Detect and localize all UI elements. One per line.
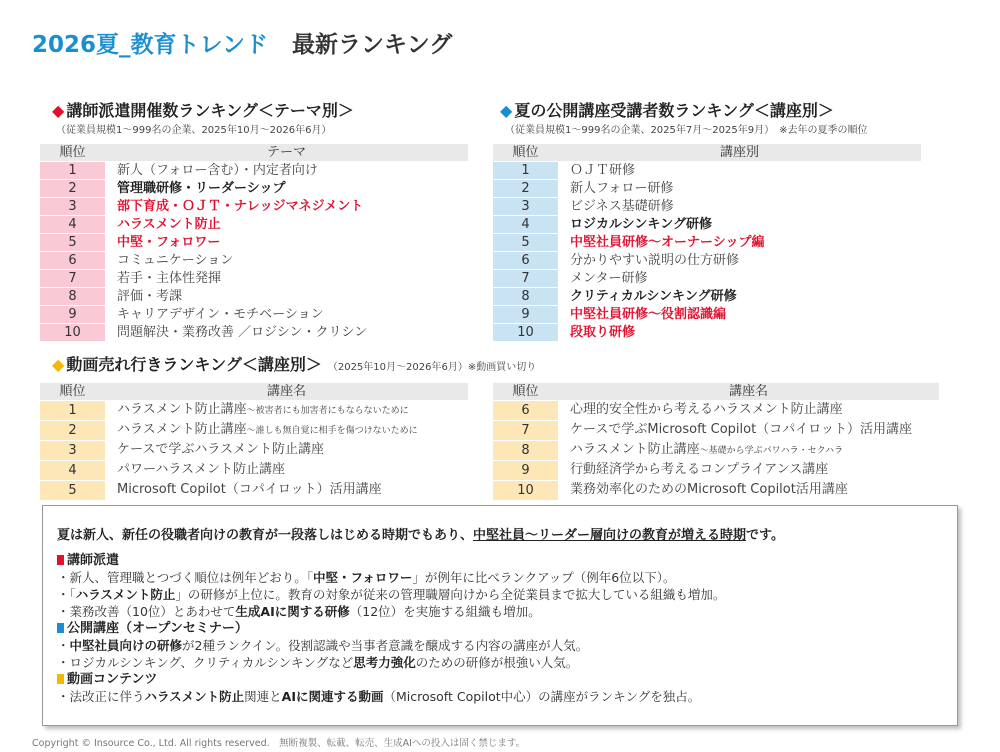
table-row: 2 管理職研修・リーダーシップ xyxy=(40,180,468,198)
table-row: 6 心理的安全性から考えるハラスメント防止講座 xyxy=(493,401,939,421)
section2-table xyxy=(493,144,921,342)
section1-title: ◆ 講師派遣開催数ランキング＜テーマ別＞ xyxy=(52,101,354,120)
yellow-diamond-icon: ◆ xyxy=(52,355,65,374)
table-row: 7 ケースで学ぶMicrosoft Copilot（コパイロット）活用講座 xyxy=(493,421,939,441)
summary-heading-open-seminar: 公開講座（オープンセミナー） xyxy=(57,620,943,637)
table-row: 5 Microsoft Copilot（コパイロット）活用講座 xyxy=(40,481,468,501)
summary-line: ・法改正に伴うハラスメント防止関連とAIに関連する動画（Microsoft Copilot中心）の講座がランキングを独占。 xyxy=(57,689,701,704)
table-row: 2 新人フォロー研修 xyxy=(493,180,921,198)
table-row: 1 ＯＪＴ研修 xyxy=(493,162,921,180)
yellow-square-icon xyxy=(57,674,64,684)
column-header-rank: 順位 xyxy=(40,144,105,162)
section1-subtitle: （従業員規模1～999名の企業、2025年10月～2026年6月） xyxy=(56,125,332,136)
summary-heading-video: 動画コンテンツ xyxy=(57,671,943,688)
table-row: 10 段取り研修 xyxy=(493,324,921,342)
table-row: 9 キャリアデザイン・モチベーション xyxy=(40,306,468,324)
red-diamond-icon: ◆ xyxy=(52,101,65,120)
table-row: 5 中堅・フォロワー xyxy=(40,234,468,252)
column-header-theme: テーマ xyxy=(105,144,468,162)
table-row: 9 中堅社員研修～役割認識編 xyxy=(493,306,921,324)
column-header-course-name: 講座名 xyxy=(105,383,468,401)
column-header-rank: 順位 xyxy=(40,383,105,401)
table-row: 6 コミュニケーション xyxy=(40,252,468,270)
section2-title: ◆ 夏の公開講座受講者数ランキング＜講座別＞ xyxy=(500,101,834,120)
table-row: 9 行動経済学から考えるコンプライアンス講座 xyxy=(493,461,939,481)
section1-table xyxy=(40,144,468,342)
summary-line: ・ロジカルシンキング、クリティカルシンキングなど思考力強化のための研修が根強い人気。 xyxy=(57,655,579,670)
section3-table-right xyxy=(493,383,939,501)
table-row: 8 クリティカルシンキング研修 xyxy=(493,288,921,306)
table-row: 2 ハラスメント防止講座～誰しも無自覚に相手を傷つけないために xyxy=(40,421,468,441)
table-row: 1 新人（フォロー含む）・内定者向け xyxy=(40,162,468,180)
summary-lead: 夏は新人、新任の役職者向けの教育が一段落しはじめる時期でもあり、中堅社員～リーダー層向けの教育が増える時期です。 xyxy=(57,528,784,543)
page-title-main: 2026夏_教育トレンド xyxy=(32,32,268,58)
blue-square-icon xyxy=(57,623,64,633)
summary-line: ・中堅社員向けの研修が2種ランクイン。役割認識や当事者意識を醸成する内容の講座が人気。 xyxy=(57,638,589,653)
summary-line: ・業務改善（10位）とあわせて生成AIに関する研修（12位）を実施する組織も増加。 xyxy=(57,604,541,619)
summary-line: ・新人、管理職とつづく順位は例年どおり。「中堅・フォロワー」が例年に比べランクアップ（例年6位以下）。 xyxy=(57,570,676,585)
page-title-sub: 最新ランキング xyxy=(291,32,453,58)
table-row: 6 分かりやすい説明の仕方研修 xyxy=(493,252,921,270)
summary-box xyxy=(42,505,958,726)
column-header-rank: 順位 xyxy=(493,383,558,401)
summary-line: ・「ハラスメント防止」の研修が上位に。教育の対象が従来の管理職層向けから全従業員まで拡大している組織も増加。 xyxy=(57,587,726,602)
copyright-footer: Copyright © Insource Co., Ltd. All rights reserved. 無断複製、転載、転売、生成AIへの投入は固く禁じます。 xyxy=(32,738,526,749)
column-header-course: 講座別 xyxy=(558,144,921,162)
table-row: 4 ロジカルシンキング研修 xyxy=(493,216,921,234)
table-row: 8 ハラスメント防止講座～基礎から学ぶパワハラ・セクハラ xyxy=(493,441,939,461)
table-row: 8 評価・考課 xyxy=(40,288,468,306)
summary-heading-dispatch: 講師派遣 xyxy=(57,552,943,569)
table-row: 7 若手・主体性発揮 xyxy=(40,270,468,288)
column-header-course-name: 講座名 xyxy=(558,383,939,401)
table-row: 3 ケースで学ぶハラスメント防止講座 xyxy=(40,441,468,461)
table-row: 4 パワーハラスメント防止講座 xyxy=(40,461,468,481)
table-row: 4 ハラスメント防止 xyxy=(40,216,468,234)
table-row: 3 ビジネス基礎研修 xyxy=(493,198,921,216)
page-title xyxy=(32,26,452,59)
table-row: 1 ハラスメント防止講座～被害者にも加害者にもならないために xyxy=(40,401,468,421)
red-square-icon xyxy=(57,555,64,565)
section3-note: （2025年10月～2026年6月）※動画買い切り xyxy=(327,362,537,373)
table-row: 3 部下育成・ＯＪＴ・ナレッジマネジメント xyxy=(40,198,468,216)
table-row: 7 メンター研修 xyxy=(493,270,921,288)
table-row: 5 中堅社員研修～オーナーシップ編 xyxy=(493,234,921,252)
table-row: 10 業務効率化のためのMicrosoft Copilot活用講座 xyxy=(493,481,939,501)
section2-subtitle: （従業員規模1～999名の企業、2025年7月～2025年9月） ※去年の夏季の順位 xyxy=(505,125,868,136)
table-row: 10 問題解決・業務改善 ／ロジシン・クリシン xyxy=(40,324,468,342)
section3-table-left xyxy=(40,383,468,501)
section3-title: ◆ 動画売れ行きランキング＜講座別＞ （2025年10月～2026年6月）※動画買い切り xyxy=(52,355,537,374)
blue-diamond-icon: ◆ xyxy=(500,101,513,120)
column-header-rank: 順位 xyxy=(493,144,558,162)
